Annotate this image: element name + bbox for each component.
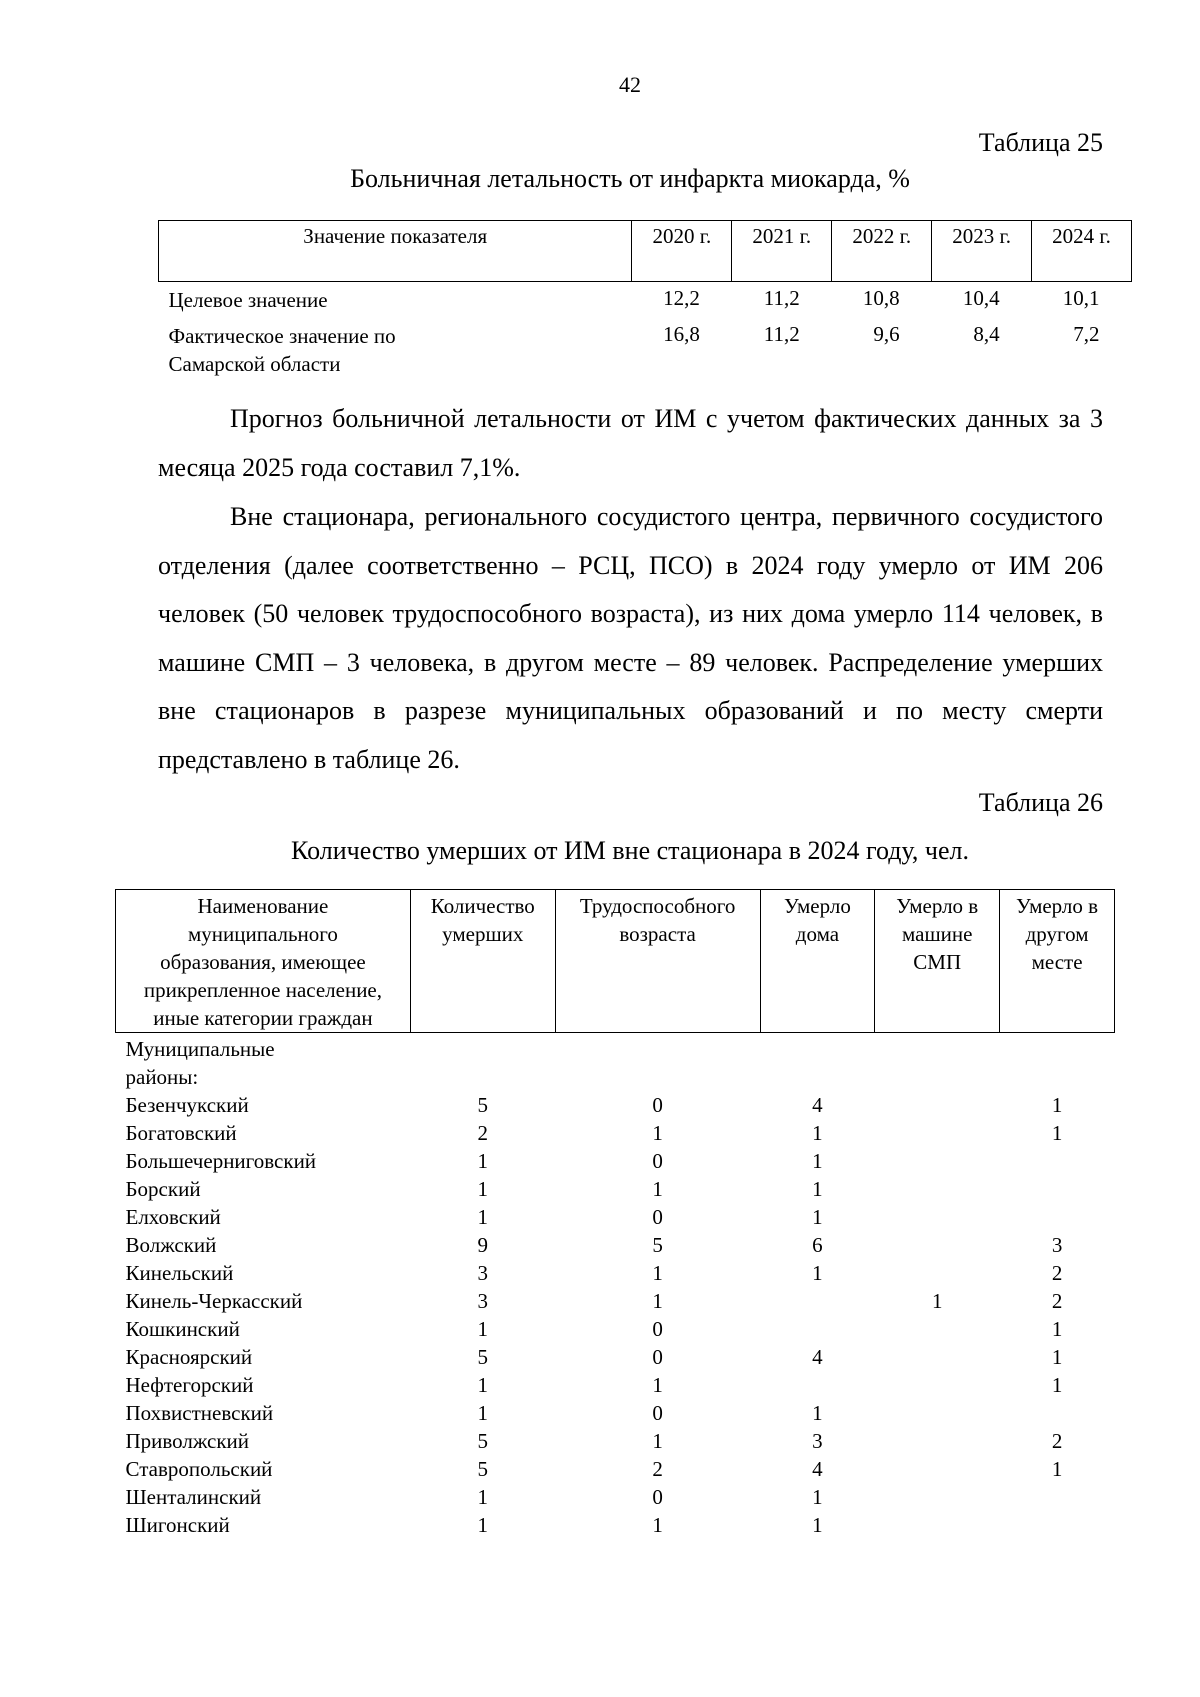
cell-working-age: 1 <box>652 1429 663 1453</box>
cell-total: 1 <box>477 1177 489 1201</box>
municipality-name: Большечерниговский <box>125 1149 317 1173</box>
cell-ambulance <box>875 1147 1000 1175</box>
table26-title: Количество умерших от ИМ вне стационара в 2024 году, чел. <box>291 836 969 865</box>
cell-working-age: 0 <box>652 1401 663 1425</box>
cell-value: 8,4 <box>973 321 1000 346</box>
municipality-name: Нефтегорский <box>125 1373 254 1397</box>
cell-ambulance <box>875 1231 1000 1259</box>
table26-header-total: Количество умерших <box>410 890 555 1033</box>
table25-header-year: 2023 г. <box>932 221 1032 282</box>
cell-working-age: 0 <box>652 1317 663 1341</box>
table25-header-year: 2021 г. <box>732 221 832 282</box>
cell-working-age: 1 <box>652 1121 663 1145</box>
cell-working-age: 0 <box>652 1485 663 1509</box>
row-label: Фактическое значение по Самарской области <box>168 323 396 376</box>
cell-total: 5 <box>477 1345 489 1369</box>
municipality-name: Шенталинский <box>125 1485 262 1509</box>
table25-header-year: 2022 г. <box>832 221 932 282</box>
cell-home: 6 <box>812 1233 823 1257</box>
paragraph-forecast <box>158 395 1103 492</box>
cell-total: 5 <box>477 1093 489 1117</box>
cell-home: 1 <box>812 1513 823 1537</box>
table-row <box>116 1455 1115 1483</box>
cell-total: 1 <box>477 1149 489 1173</box>
municipality-name: Ставропольский <box>125 1457 273 1481</box>
cell-home <box>760 1287 875 1315</box>
cell-working-age: 1 <box>652 1261 663 1285</box>
cell-other: 2 <box>1051 1289 1063 1313</box>
cell-total: 5 <box>477 1429 489 1453</box>
cell-total: 5 <box>477 1457 489 1481</box>
cell-total: 1 <box>477 1205 489 1229</box>
cell-value: 10,4 <box>962 286 1000 310</box>
cell-value: 10,8 <box>862 286 900 310</box>
table-row <box>116 1147 1115 1175</box>
cell-working-age: 5 <box>652 1233 663 1257</box>
cell-ambulance: 1 <box>931 1289 943 1313</box>
cell-ambulance <box>875 1119 1000 1147</box>
table-row <box>116 1399 1115 1427</box>
cell-total: 1 <box>477 1373 489 1397</box>
table-row <box>116 1231 1115 1259</box>
cell-other: 1 <box>1051 1093 1063 1117</box>
cell-other: 1 <box>1051 1373 1063 1397</box>
cell-total: 2 <box>477 1121 489 1145</box>
cell-ambulance <box>875 1399 1000 1427</box>
table26-header-municipality: Наименование муниципального образования, имеющее прикрепленное население, иные категории граждан <box>116 890 411 1033</box>
cell-total: 9 <box>477 1233 489 1257</box>
cell-total: 3 <box>477 1261 489 1285</box>
table-row <box>116 1287 1115 1315</box>
cell-value: 11,2 <box>763 286 800 310</box>
table25 <box>158 220 1132 378</box>
cell-other: 1 <box>1051 1345 1063 1369</box>
cell-ambulance <box>875 1371 1000 1399</box>
cell-home: 4 <box>812 1093 823 1117</box>
row-label: Целевое значение <box>168 288 328 312</box>
table26-header-row <box>116 890 1115 1033</box>
table25-header-indicator: Значение показателя <box>159 221 632 282</box>
cell-working-age: 1 <box>652 1513 663 1537</box>
cell-home: 1 <box>812 1177 823 1201</box>
cell-home: 1 <box>812 1149 823 1173</box>
cell-working-age: 2 <box>652 1457 663 1481</box>
cell-value: 7,2 <box>1073 321 1100 346</box>
cell-total: 3 <box>477 1289 489 1313</box>
municipality-name: Кинельский <box>125 1261 234 1285</box>
cell-working-age: 1 <box>652 1177 663 1201</box>
cell-other <box>1000 1203 1115 1231</box>
cell-working-age: 0 <box>652 1345 663 1369</box>
cell-value: 16,8 <box>663 321 700 346</box>
cell-home: 1 <box>812 1261 823 1285</box>
section-label: Муниципальные районы: <box>125 1037 275 1089</box>
cell-total: 1 <box>477 1401 489 1425</box>
cell-other <box>1000 1511 1115 1539</box>
table-row <box>116 1371 1115 1399</box>
table25-header-year: 2024 г. <box>1032 221 1132 282</box>
municipality-name: Елховский <box>125 1205 221 1229</box>
cell-other: 3 <box>1051 1233 1063 1257</box>
cell-other: 2 <box>1051 1261 1063 1285</box>
table-row <box>159 318 1132 378</box>
table-row <box>116 1483 1115 1511</box>
table-row <box>116 1315 1115 1343</box>
table-row <box>159 282 1132 318</box>
cell-other: 1 <box>1051 1457 1063 1481</box>
cell-home: 1 <box>812 1205 823 1229</box>
table-row <box>116 1203 1115 1231</box>
cell-home <box>760 1371 875 1399</box>
cell-ambulance <box>875 1455 1000 1483</box>
table-row <box>116 1511 1115 1539</box>
cell-home: 4 <box>812 1457 823 1481</box>
cell-home: 3 <box>812 1429 823 1453</box>
table26-caption: Таблица 26 <box>978 788 1103 817</box>
table25-header-row <box>159 221 1132 282</box>
cell-home: 4 <box>812 1345 823 1369</box>
table-row <box>116 1119 1115 1147</box>
cell-ambulance <box>875 1427 1000 1455</box>
municipality-name: Похвистневский <box>125 1401 274 1425</box>
cell-ambulance <box>875 1259 1000 1287</box>
municipality-name: Кинель-Черкасский <box>125 1289 303 1313</box>
paragraph-text: Прогноз больничной летальности от ИМ с учетом фактических данных за 3 месяца 2025 года составил 7,1%. <box>158 404 1103 482</box>
municipality-name: Безенчукский <box>125 1093 249 1117</box>
cell-home: 1 <box>812 1485 823 1509</box>
cell-home: 1 <box>812 1121 823 1145</box>
cell-value: 10,1 <box>1062 286 1100 310</box>
cell-total: 1 <box>477 1485 489 1509</box>
cell-other <box>1000 1175 1115 1203</box>
cell-other: 2 <box>1051 1429 1063 1453</box>
cell-other <box>1000 1483 1115 1511</box>
municipality-name: Кошкинский <box>125 1317 240 1341</box>
paragraph-text: Вне стационара, регионального сосудистого центра, первичного сосудистого отделения (далее соответственно – РСЦ, ПСО) в 2024 году умерло от ИМ 206 человек (50 человек трудоспособного возраста), из них дома умерло 114 человек, в машине СМП – 3 человека, в другом месте – 89 человек. Распределение умерших вне стационаров в разрезе муниципальных образований и по месту смерти представлено в таблице 26. <box>158 502 1103 774</box>
municipality-name: Приволжский <box>125 1429 250 1453</box>
cell-ambulance <box>875 1203 1000 1231</box>
table25-header-year: 2020 г. <box>632 221 732 282</box>
cell-ambulance <box>875 1175 1000 1203</box>
municipality-name: Красноярский <box>125 1345 253 1369</box>
cell-value: 9,6 <box>873 321 900 346</box>
cell-other: 1 <box>1051 1121 1063 1145</box>
table26 <box>115 889 1115 1539</box>
municipality-name: Борский <box>125 1177 201 1201</box>
cell-home: 1 <box>812 1401 823 1425</box>
cell-other <box>1000 1147 1115 1175</box>
table25-caption: Таблица 25 <box>978 128 1103 157</box>
table-row <box>116 1343 1115 1371</box>
table26-header-working-age: Трудоспособного возраста <box>555 890 760 1033</box>
table-row <box>116 1259 1115 1287</box>
cell-total: 1 <box>477 1317 489 1341</box>
cell-value: 12,2 <box>663 286 700 310</box>
table26-header-home: Умерло дома <box>760 890 875 1033</box>
paragraph-out-of-hospital <box>158 493 1103 784</box>
cell-working-age: 1 <box>652 1289 663 1313</box>
cell-working-age: 0 <box>652 1205 663 1229</box>
table25-title: Больничная летальность от инфаркта миокарда, % <box>350 164 910 193</box>
cell-working-age: 1 <box>652 1373 663 1397</box>
cell-home <box>760 1315 875 1343</box>
municipality-name: Шигонский <box>125 1513 230 1537</box>
cell-ambulance <box>875 1511 1000 1539</box>
table26-header-other: Умерло в другом месте <box>1000 890 1115 1033</box>
table26-section-row <box>116 1033 1115 1092</box>
municipality-name: Волжский <box>125 1233 217 1257</box>
cell-ambulance <box>875 1343 1000 1371</box>
table-row <box>116 1091 1115 1119</box>
table-row <box>116 1175 1115 1203</box>
table-row <box>116 1427 1115 1455</box>
cell-ambulance <box>875 1091 1000 1119</box>
cell-ambulance <box>875 1315 1000 1343</box>
cell-ambulance <box>875 1483 1000 1511</box>
cell-working-age: 0 <box>652 1093 663 1117</box>
municipality-name: Богатовский <box>125 1121 237 1145</box>
cell-total: 1 <box>477 1513 489 1537</box>
cell-other <box>1000 1399 1115 1427</box>
page-number: 42 <box>619 72 641 97</box>
table26-header-ambulance: Умерло в машине СМП <box>875 890 1000 1033</box>
cell-working-age: 0 <box>652 1149 663 1173</box>
cell-value: 11,2 <box>763 321 800 346</box>
cell-other: 1 <box>1051 1317 1063 1341</box>
